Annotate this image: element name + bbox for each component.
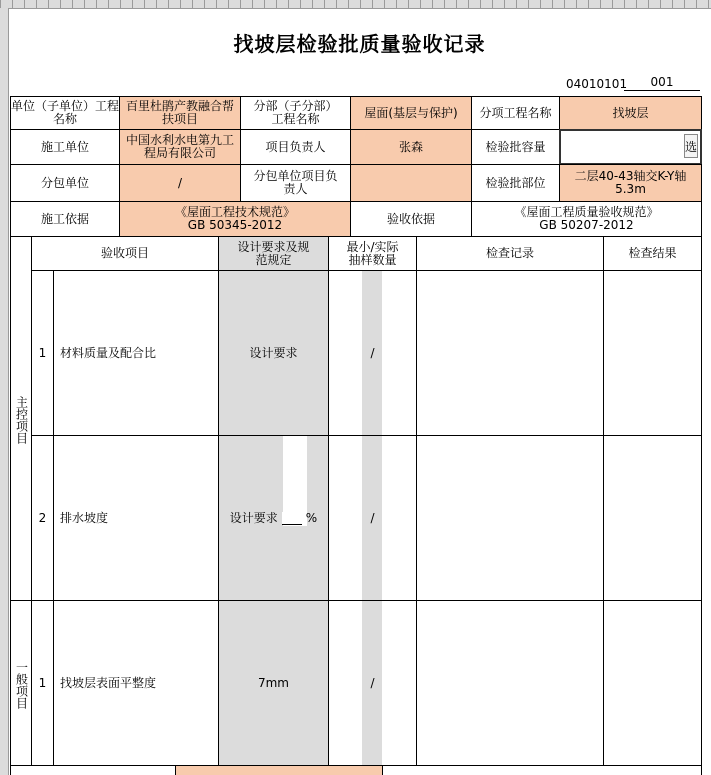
- row-number: 2: [31, 435, 54, 601]
- row-item: 材料质量及配合比: [53, 270, 219, 436]
- form-code-prefix: 04010101: [566, 77, 628, 91]
- part-value[interactable]: 屋面(基层与保护): [350, 96, 472, 130]
- capacity-label: 检验批容量: [471, 129, 560, 165]
- part-label: 分部（子分部）工程名称: [240, 96, 351, 130]
- subcontract-value[interactable]: /: [119, 164, 241, 202]
- row-sample-value: /: [370, 345, 375, 360]
- slope-input[interactable]: [282, 512, 302, 525]
- construct-label: 施工单位: [10, 129, 120, 165]
- row-record[interactable]: [416, 435, 604, 601]
- row-result[interactable]: [603, 270, 702, 436]
- bottom-row-cell: [382, 765, 702, 775]
- location-label: 检验批部位: [471, 164, 560, 202]
- form-title: 找坡层检验批质量验收记录: [233, 32, 486, 56]
- bottom-row-cell: [10, 765, 176, 775]
- row-sample[interactable]: [328, 435, 417, 601]
- row-sample-value: /: [370, 675, 375, 690]
- basis-label: 施工依据: [10, 201, 120, 237]
- col-sample-header: 最小/实际抽样数量: [328, 236, 417, 271]
- unit-label: 单位（子单位）工程名称: [10, 96, 120, 130]
- subitem-value[interactable]: 找坡层: [559, 96, 702, 130]
- accept-value: 《屋面工程质量验收规范》GB 50207-2012: [471, 201, 702, 237]
- column-header-strip: [0, 0, 711, 9]
- unit-value[interactable]: 百里杜鹃产教融合帮扶项目: [119, 96, 241, 130]
- sub-manager-value[interactable]: [350, 164, 472, 202]
- location-value[interactable]: 二层40-43轴交K-Y轴5.3m: [559, 164, 702, 202]
- col-result-header: 检查结果: [603, 236, 702, 271]
- row-result[interactable]: [603, 600, 702, 766]
- subitem-label: 分项工程名称: [471, 96, 560, 130]
- row-header-strip: [0, 8, 9, 775]
- subcontract-label: 分包单位: [10, 164, 120, 202]
- col-record-header: 检查记录: [416, 236, 604, 271]
- basis-value[interactable]: 《屋面工程技术规范》GB 50345-2012: [119, 201, 351, 237]
- row-item: 排水坡度: [53, 435, 219, 601]
- col-design-header: 设计要求及规范规定: [218, 236, 329, 271]
- group-divider: [10, 600, 32, 601]
- general-group-label: 一般项目: [14, 661, 29, 709]
- construct-value[interactable]: 中国水利水电第九工程局有限公司: [119, 129, 241, 165]
- row-item: 找坡层表面平整度: [53, 600, 219, 766]
- row-result[interactable]: [603, 435, 702, 601]
- row-design[interactable]: 设计要求: [218, 270, 329, 436]
- accept-label: 验收依据: [350, 201, 472, 237]
- sub-manager-label: 分包单位项目负责人: [240, 164, 351, 202]
- form-code-number[interactable]: 001: [624, 75, 700, 91]
- bottom-row-peach[interactable]: [175, 765, 383, 775]
- row-number: 1: [31, 600, 54, 766]
- row-record[interactable]: [416, 270, 604, 436]
- row-design[interactable]: [218, 435, 329, 601]
- manager-label: 项目负责人: [240, 129, 351, 165]
- row-record[interactable]: [416, 600, 604, 766]
- col-item-header: 验收项目: [31, 236, 219, 271]
- row-sample[interactable]: [328, 270, 417, 436]
- row-sample-value: /: [370, 510, 375, 525]
- manager-value[interactable]: 张森: [350, 129, 472, 165]
- select-button[interactable]: 选: [684, 134, 698, 158]
- row-design-value: 设计要求: [229, 510, 278, 525]
- row-number: 1: [31, 270, 54, 436]
- row-sample[interactable]: [328, 600, 417, 766]
- capacity-input[interactable]: [559, 129, 702, 165]
- row-design[interactable]: 7mm: [218, 600, 329, 766]
- main-group-label: 主控项目: [14, 396, 29, 444]
- row-design-unit: %: [305, 510, 318, 525]
